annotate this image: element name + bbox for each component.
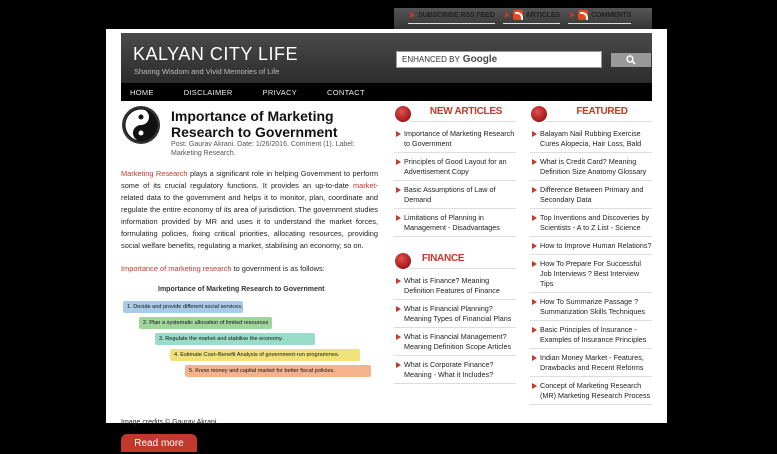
post-title[interactable]: Importance of Marketing Research to Government [171, 108, 338, 140]
nav-home[interactable]: HOME [130, 87, 154, 97]
top-bar [394, 8, 652, 30]
new-articles-heading: NEW ARTICLES [394, 105, 516, 123]
list-item[interactable]: What is Financial Management? Meaning Definition Scope Articles [394, 332, 516, 356]
diagram-step: 1. Decide and provide different social services. [123, 301, 243, 313]
list-item[interactable]: How to Improve Human Relations? [530, 241, 652, 255]
rss-icon [513, 10, 523, 20]
list-item[interactable]: What is Credit Card? Meaning Definition Size Anatomy Glossary [530, 157, 652, 181]
list-item[interactable]: Principles of Good Layout for an Advertisement Copy [394, 157, 516, 181]
list-item[interactable]: Basic Assumptions of Law of Demand [394, 185, 516, 209]
rss-icon [578, 10, 588, 20]
bullet-icon [395, 253, 411, 269]
search-input[interactable]: ENHANCED BY Google [396, 51, 602, 68]
site-title[interactable]: KALYAN CITY LIFE [133, 44, 299, 64]
sidebar-right [530, 105, 652, 409]
list-item[interactable]: Importance of Marketing Research to Government [394, 129, 516, 153]
list-item[interactable]: Top Inventions and Discoveries by Scientists - A to Z List - Science [530, 213, 652, 237]
list-item[interactable]: Basic Principles of Insurance - Examples of Insurance Principles [530, 325, 652, 349]
image-credit: Image credits © Gaurav Akrani. [121, 419, 219, 426]
post-diagram [123, 282, 373, 408]
nav-disclaimer[interactable]: DISCLAIMER [183, 87, 233, 97]
diagram-title: Importance of Marketing Research to Government [158, 286, 325, 293]
list-item[interactable]: How To Summarize Passage ? Summarization Skills Techniques [530, 297, 652, 321]
articles-feed-link[interactable]: ARTICLES [503, 10, 560, 24]
nav-contact[interactable]: CONTACT [327, 87, 365, 97]
comments-feed-link[interactable]: COMMENTS [568, 10, 631, 24]
diagram-step: 2. Plan a systematic allocation of limited resources [139, 317, 272, 329]
importance-link[interactable]: Importance of marketing research [121, 264, 232, 273]
featured-heading: FEATURED [530, 105, 652, 123]
diagram-step: 5. Know money and capital market for better fiscal policies. [185, 365, 371, 377]
diagram-step: 4. Estimate Cost–Benefit Analysis of government-run programmes. [170, 349, 360, 361]
post-meta: Post: Gaurav Akrani. Date: 1/26/2016. Comment (1). Label: Marketing Research. [171, 141, 355, 157]
yin-yang-icon [121, 105, 161, 145]
list-item[interactable]: What is Finance? Meaning Definition Features of Finance [394, 276, 516, 300]
bullet-icon [531, 106, 547, 122]
site-header [121, 33, 652, 83]
market-link[interactable]: market [352, 181, 376, 190]
list-item[interactable]: How To Prepare For Successful Job Interviews ? Best Interview Tips [530, 259, 652, 293]
list-item[interactable]: What is Corporate Finance? Meaning - What it Includes? [394, 360, 516, 384]
list-item[interactable]: What is Financial Planning? Meaning Types of Financial Plans [394, 304, 516, 328]
google-logo: Google [462, 54, 498, 65]
finance-heading: FINANCE [394, 252, 516, 270]
list-item[interactable]: Difference Between Primary and Secondary Data [530, 185, 652, 209]
list-item[interactable]: Balayam Nail Rubbing Exercise Cures Alopecia, Hair Loss, Bald [530, 129, 652, 153]
subscribe-rss-link[interactable]: SUBSCRIBE RSS FEED [408, 10, 495, 24]
main-nav [121, 83, 652, 101]
bullet-icon [395, 106, 411, 122]
sidebar-left [394, 105, 516, 388]
site-tagline: Sharing Wisdom and Vivid Memories of Life [134, 67, 280, 76]
post-body: Marketing Research plays a significant role in helping Government to perform some of its crucial regulatory functions. It provides an up-to-date market-related data to the government and helps it to monitor, plan, coordinate and regulate the entire economy of its area of jurisdiction. The government studies information provided by MR and uses it to understand the market forces, formulating policies, fixing critical priorities, allocating resources, providing social welfare benefits, regulating a market, stabilising an economy, so on. [121, 169, 378, 250]
list-item[interactable]: Concept of Marketing Research (MR) Marketing Research Process [530, 381, 652, 405]
diagram-step: 3. Regulate the market and stabilise the economy. [155, 333, 315, 345]
list-item[interactable]: Limitations of Planning in Management - Disadvantages [394, 213, 516, 237]
list-item[interactable]: Indian Money Market - Features, Drawbacks and Recent Reforms [530, 353, 652, 377]
read-more-button[interactable]: Read more [121, 434, 197, 452]
post-intro: Importance of marketing research to government is as follows: [121, 264, 325, 273]
nav-privacy[interactable]: PRIVACY [262, 87, 298, 97]
marketing-research-link[interactable]: Marketing Research [121, 169, 188, 178]
search-button[interactable] [611, 53, 651, 67]
search-icon [626, 55, 636, 65]
content-wrapper [106, 29, 667, 449]
